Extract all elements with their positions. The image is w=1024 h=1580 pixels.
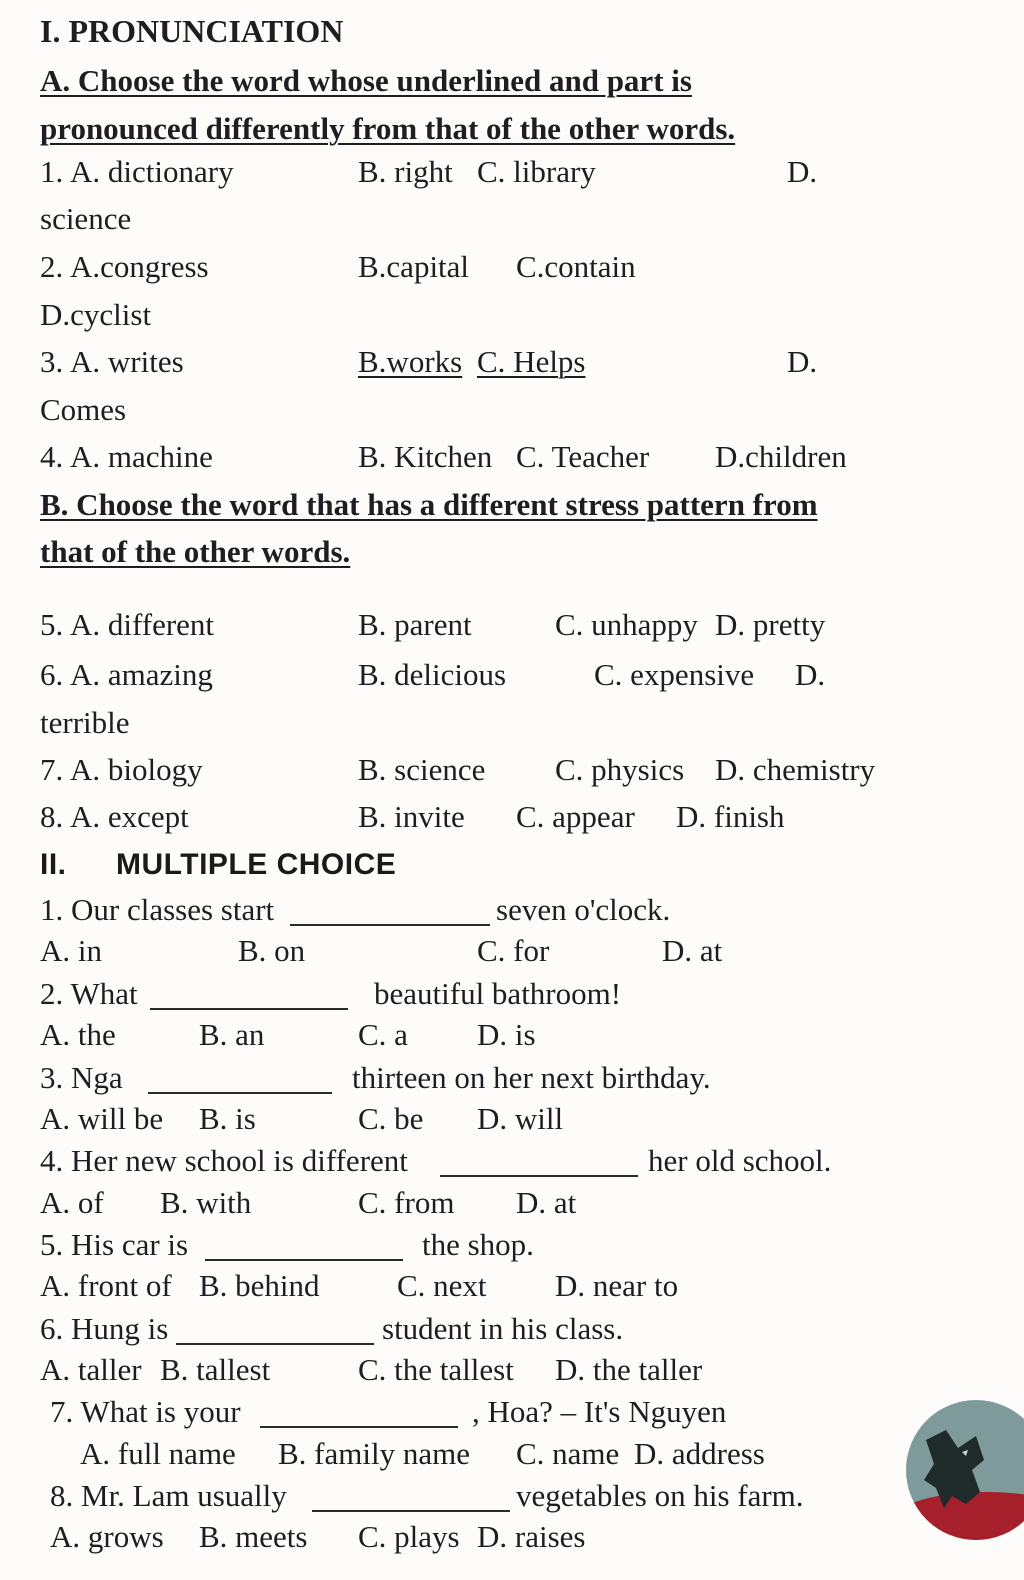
pron-q1-option-b[interactable]: B. right (358, 154, 453, 189)
pron-q3-option-d[interactable]: D. (787, 344, 818, 379)
pron-q2-option-c[interactable]: C.contain (516, 249, 636, 284)
pron-q2-option-d-word[interactable]: D.cyclist (40, 297, 152, 332)
mc-q1-option-d[interactable]: D. at (662, 933, 723, 968)
stress-q5-number: 5. (40, 607, 64, 642)
mc-q6-prompt: 6. Hung is (40, 1311, 169, 1346)
stress-q8-option-a[interactable]: A. except (70, 799, 189, 834)
mc-q2-option-a[interactable]: A. the (40, 1017, 116, 1052)
stress-q6-option-b[interactable]: B. delicious (358, 657, 507, 692)
wolf-avatar-graphic (906, 1400, 1024, 1540)
pron-q4-option-c[interactable]: C. Teacher (516, 439, 650, 474)
pron-q1-option-d[interactable]: D. (787, 154, 818, 189)
mc-q5-blank[interactable] (205, 1259, 403, 1261)
section-title-pronunciation: I. PRONUNCIATION (40, 13, 344, 49)
mc-q4-prompt: 4. Her new school is different (40, 1143, 408, 1178)
pron-q4-number: 4. (40, 439, 64, 474)
mc-q2-after: beautiful bathroom! (374, 976, 622, 1011)
section-title-multiple-choice: MULTIPLE CHOICE (116, 848, 397, 881)
mc-q3-option-c[interactable]: C. be (358, 1101, 424, 1136)
mc-q8-blank[interactable] (312, 1510, 510, 1512)
mc-q8-option-a[interactable]: A. grows (50, 1519, 164, 1554)
mc-q6-blank[interactable] (176, 1343, 374, 1345)
stress-q8-number: 8. (40, 799, 64, 834)
mc-q3-after: thirteen on her next birthday. (352, 1060, 711, 1095)
mc-q6-option-c[interactable]: C. the tallest (358, 1352, 514, 1387)
pron-q3-option-c[interactable]: C. Helps (477, 344, 586, 379)
pron-q4-option-a[interactable]: A. machine (70, 439, 213, 474)
stress-q6-option-c[interactable]: C. expensive (594, 657, 755, 692)
mc-q3-option-b[interactable]: B. is (199, 1101, 256, 1136)
mc-q2-prompt: 2. What (40, 976, 138, 1011)
stress-q5-option-d[interactable]: D. pretty (715, 607, 826, 642)
mc-q2-option-b[interactable]: B. an (199, 1017, 265, 1052)
mc-q5-option-b[interactable]: B. behind (199, 1268, 320, 1303)
mc-q1-option-c[interactable]: C. for (477, 933, 550, 968)
mc-q7-option-a[interactable]: A. full name (80, 1436, 236, 1471)
mc-q6-after: student in his class. (382, 1311, 624, 1346)
part-b-instruction-line2: that of the other words. (40, 534, 351, 569)
mc-q4-option-c[interactable]: C. from (358, 1185, 455, 1220)
mc-q7-option-c[interactable]: C. name (516, 1436, 620, 1471)
section-number-multiple-choice: II. (40, 848, 67, 881)
pron-q3-number: 3. (40, 344, 64, 379)
mc-q3-blank[interactable] (148, 1092, 332, 1094)
part-a-instruction-line1: A. Choose the word whose underlined and part is (40, 63, 692, 98)
part-b-instruction-line1: B. Choose the word that has a different stress pattern from (40, 487, 818, 522)
pron-q4-option-d[interactable]: D.children (715, 439, 847, 474)
mc-q6-option-b[interactable]: B. tallest (160, 1352, 271, 1387)
mc-q5-option-d[interactable]: D. near to (555, 1268, 679, 1303)
mc-q7-prompt: 7. What is your (50, 1394, 241, 1429)
mc-q6-option-a[interactable]: A. taller (40, 1352, 142, 1387)
mc-q7-option-d[interactable]: D. address (634, 1436, 765, 1471)
stress-q5-option-a[interactable]: A. different (70, 607, 215, 642)
pron-q3-option-a[interactable]: A. writes (70, 344, 184, 379)
pron-q2-number: 2. (40, 249, 64, 284)
stress-q5-option-c[interactable]: C. unhappy (555, 607, 698, 642)
mc-q1-prompt: 1. Our classes start (40, 892, 275, 927)
pron-q4-option-b[interactable]: B. Kitchen (358, 439, 493, 474)
wolf-avatar-icon[interactable] (906, 1400, 1024, 1540)
stress-q6-option-d-word[interactable]: terrible (40, 705, 130, 740)
mc-q7-option-b[interactable]: B. family name (278, 1436, 470, 1471)
mc-q2-option-d[interactable]: D. is (477, 1017, 536, 1052)
stress-q6-option-d[interactable]: D. (795, 657, 826, 692)
mc-q3-prompt: 3. Nga (40, 1060, 123, 1095)
mc-q8-after: vegetables on his farm. (516, 1478, 804, 1513)
pron-q1-option-d-word[interactable]: science (40, 201, 132, 236)
mc-q5-option-c[interactable]: C. next (397, 1268, 487, 1303)
stress-q7-option-a[interactable]: A. biology (70, 752, 203, 787)
stress-q7-number: 7. (40, 752, 64, 787)
pron-q1-option-c[interactable]: C. library (477, 154, 596, 189)
stress-q7-option-d[interactable]: D. chemistry (715, 752, 876, 787)
stress-q7-option-c[interactable]: C. physics (555, 752, 685, 787)
mc-q8-option-b[interactable]: B. meets (199, 1519, 308, 1554)
pron-q2-option-b[interactable]: B.capital (358, 249, 470, 284)
mc-q1-option-b[interactable]: B. on (238, 933, 306, 968)
stress-q8-option-b[interactable]: B. invite (358, 799, 465, 834)
mc-q1-after: seven o'clock. (496, 892, 671, 927)
mc-q4-option-d[interactable]: D. at (516, 1185, 577, 1220)
mc-q2-blank[interactable] (150, 1008, 348, 1010)
pron-q3-option-d-word[interactable]: Comes (40, 392, 127, 427)
mc-q5-after: the shop. (422, 1227, 534, 1262)
mc-q1-option-a[interactable]: A. in (40, 933, 102, 968)
mc-q4-option-a[interactable]: A. of (40, 1185, 104, 1220)
mc-q8-option-c[interactable]: C. plays (358, 1519, 460, 1554)
stress-q8-option-c[interactable]: C. appear (516, 799, 635, 834)
stress-q5-option-b[interactable]: B. parent (358, 607, 472, 642)
mc-q7-after: , Hoa? – It's Nguyen (472, 1394, 727, 1429)
pron-q2-option-a[interactable]: A.congress (70, 249, 209, 284)
mc-q2-option-c[interactable]: C. a (358, 1017, 408, 1052)
stress-q6-option-a[interactable]: A. amazing (70, 657, 213, 692)
pron-q3-option-b[interactable]: B.works (358, 344, 463, 379)
mc-q4-after: her old school. (648, 1143, 832, 1178)
mc-q7-blank[interactable] (260, 1426, 458, 1428)
pron-q1-option-a[interactable]: A. dictionary (70, 154, 234, 189)
mc-q4-option-b[interactable]: B. with (160, 1185, 252, 1220)
mc-q8-option-d[interactable]: D. raises (477, 1519, 586, 1554)
mc-q6-option-d[interactable]: D. the taller (555, 1352, 703, 1387)
mc-q8-prompt: 8. Mr. Lam usually (50, 1478, 287, 1513)
mc-q5-prompt: 5. His car is (40, 1227, 189, 1262)
stress-q7-option-b[interactable]: B. science (358, 752, 486, 787)
stress-q6-number: 6. (40, 657, 64, 692)
part-a-instruction-line2: pronounced differently from that of the other words. (40, 111, 736, 146)
mc-q1-blank[interactable] (290, 924, 490, 926)
stress-q8-option-d[interactable]: D. finish (676, 799, 785, 834)
mc-q3-option-d[interactable]: D. will (477, 1101, 564, 1136)
pron-q1-number: 1. (40, 154, 64, 189)
mc-q5-option-a[interactable]: A. front of (40, 1268, 172, 1303)
mc-q4-blank[interactable] (440, 1175, 638, 1177)
mc-q3-option-a[interactable]: A. will be (40, 1101, 164, 1136)
